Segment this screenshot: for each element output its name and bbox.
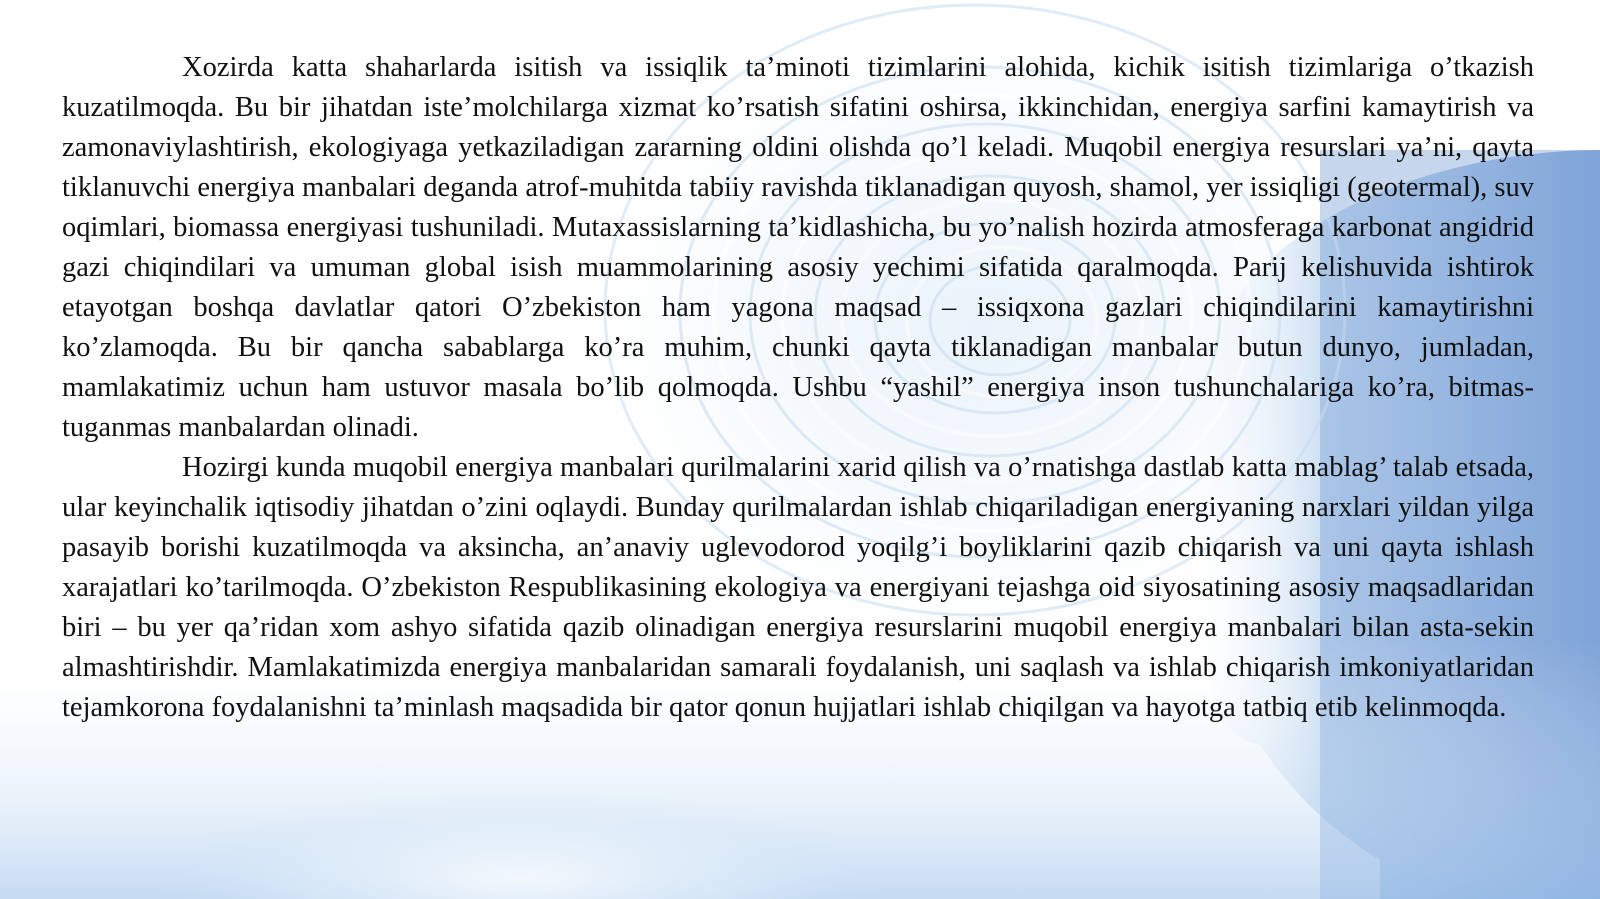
paragraph-1: Xozirda katta shaharlarda isitish va issiqlik ta’minoti tizimlarini alohida, kichik isitish tizimlariga o’tkazish kuzatilmoqda. Bu bir jihatdan iste’molchilarga xizmat ko’rsatish sifatini oshirsa, ikkinchidan, energiya sarfini kamaytirish va zamonaviylashtirish, ekologiyaga yetkaziladigan zararning oldini olishda qo’l keladi. Muqobil energiya resurslari ya’ni, qayta tiklanuvchi energiya manbalari deganda atrof-muhitda tabiiy ravishda tiklanadigan quyosh, shamol, yer issiqligi (geotermal), suv oqimlari, biomassa energiyasi tushuniladi. Mutaxassislarning ta’kidlashicha, bu yo’nalish hozirda atmosferaga karbonat angidrid gazi chiqindilari va umuman global isish muammolarining asosiy yechimi sifatida qaralmoqda. Parij kelishuvida ishtirok etayotgan boshqa davlatlar qatori O’zbekiston ham yagona maqsad – issiqxona gazlari chiqindilarini kamaytirishni ko’zlamoqda. Bu bir qancha sabablarga ko’ra muhim, chunki qayta tiklanadigan manbalar butun dunyo, jumladan, mamlakatimiz uchun ham ustuvor masala bo’lib qolmoqda. Ushbu “yashil” energiya inson tushunchalariga ko’ra, bitmas-tuganmas manbalardan olinadi. [62, 52, 1534, 443]
main-text [62, 48, 1534, 728]
paragraph-2: Hozirgi kunda muqobil energiya manbalari qurilmalarini xarid qilish va o’rnatishga dastlab katta mablag’ talab etsada, ular keyinchalik iqtisodiy jihatdan o’zini oqlaydi. Bunday qurilmalardan ishlab chiqariladigan energiyaning narxlari yildan yilga pasayib borishi kuzatilmoqda va aksincha, an’anaviy uglevodorod yoqilg’i boyliklarini qazib chiqarish va uni qayta ishlash xarajatlari ko’tarilmoqda. O’zbekiston Respublikasining ekologiya va energiyani tejashga oid siyosatining asosiy maqsadlaridan biri – bu yer qa’ridan xom ashyo sifatida qazib olinadigan energiya resurslarini muqobil energiya manbalari bilan asta-sekin almashtirishdir. Mamlakatimizda energiya manbalaridan samarali foydalanish, uni saqlash va ishlab chiqarish imkoniyatlaridan tejamkorona foydalanishni ta’minlash maqsadida bir qator qonun hujjatlari ishlab chiqilgan va hayotga tatbiq etib kelinmoqda. [62, 452, 1534, 723]
